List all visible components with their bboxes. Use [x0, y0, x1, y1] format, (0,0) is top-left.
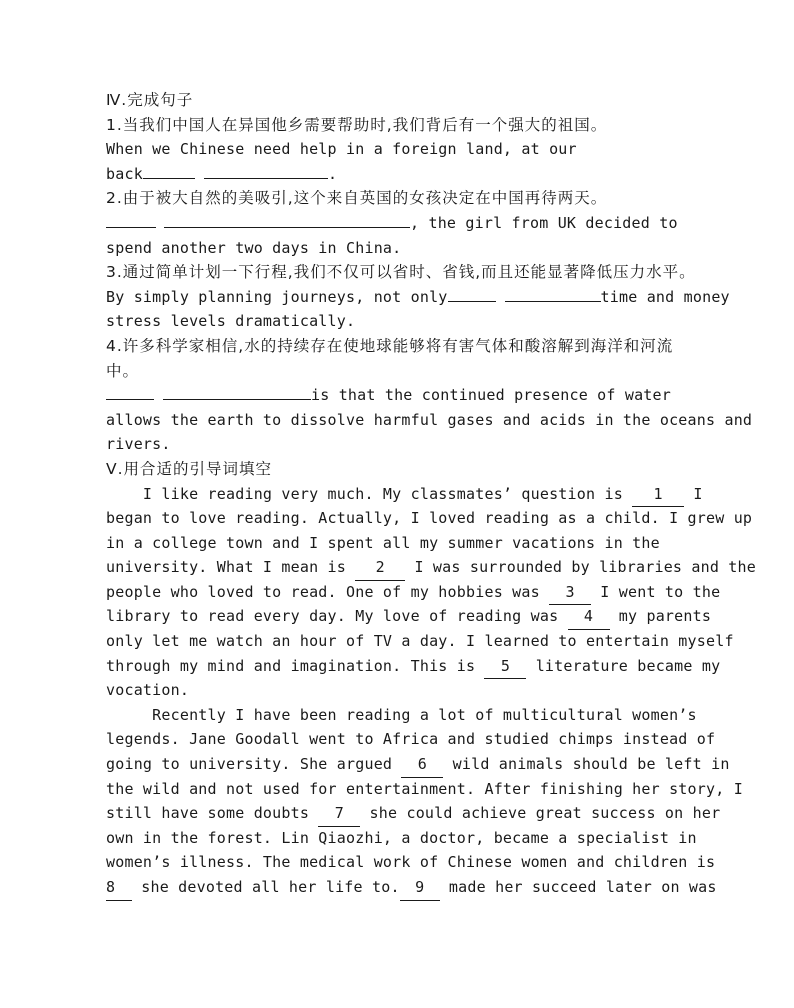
- p1-line1: I like reading very much. My classmates’ question is 1 I: [106, 482, 686, 507]
- p1-line8: through my mind and imagination. This is 5 literature became my: [106, 654, 686, 679]
- p2-line7: women’s illness. The medical work of Chinese women and children is: [106, 853, 716, 872]
- q3-english-line1: By simply planning journeys, not only time and money: [106, 287, 730, 306]
- p2-line2: legends. Jane Goodall went to Africa and studied chimps instead of: [106, 730, 716, 749]
- q1-chinese: 1.当我们中国人在异国他乡需要帮助时,我们背后有一个强大的祖国。: [106, 115, 608, 134]
- p1-line7: only let me watch an hour of TV a day. I learned to entertain myself: [106, 632, 734, 651]
- p2-line1: Recently I have been reading a lot of multicultural women’s: [106, 705, 697, 724]
- q4-blank-2[interactable]: [163, 384, 311, 400]
- p1-line4: university. What I mean is 2 I was surrounded by libraries and the: [106, 555, 686, 580]
- p2-line6: own in the forest. Lin Qiaozhi, a doctor, became a specialist in: [106, 828, 697, 847]
- blank-6[interactable]: 6: [401, 752, 443, 778]
- p2-line5: still have some doubts 7 she could achieve great success on her: [106, 801, 686, 826]
- blank-7[interactable]: 7: [318, 801, 360, 827]
- q2-blank-2[interactable]: [164, 212, 410, 228]
- blank-4[interactable]: 4: [568, 604, 610, 630]
- p1-line3: in a college town and I spent all my summer vacations in the: [106, 533, 660, 552]
- q4-chinese-line1: 4.许多科学家相信,水的持续存在使地球能够将有害气体和酸溶解到海洋和河流: [106, 336, 674, 355]
- q3-english-line2: stress levels dramatically.: [106, 312, 356, 331]
- p1-line5: people who loved to read. One of my hobbies was 3 I went to the: [106, 580, 686, 605]
- blank-1[interactable]: 1: [632, 482, 684, 508]
- blank-9[interactable]: 9: [400, 875, 440, 901]
- p1-line6: library to read every day. My love of reading was 4 my parents: [106, 604, 686, 629]
- section-4-heading: Ⅳ.完成句子: [106, 91, 194, 109]
- q2-english-line1: , the girl from UK decided to: [106, 211, 686, 236]
- p1-line9: vocation.: [106, 681, 190, 700]
- q2-blank-1[interactable]: [106, 212, 156, 228]
- q2-english-line2: spend another two days in China.: [106, 238, 402, 257]
- p2-line3: going to university. She argued 6 wild animals should be left in: [106, 752, 686, 777]
- q4-blank-1[interactable]: [106, 384, 154, 400]
- p1-line2: began to love reading. Actually, I loved reading as a child. I grew up: [106, 509, 753, 528]
- p2-line4: the wild and not used for entertainment. After finishing her story, I: [106, 779, 743, 798]
- q1-blank-2[interactable]: [204, 163, 328, 179]
- q1-english-line1: When we Chinese need help in a foreign land, at our: [106, 140, 577, 159]
- blank-8[interactable]: 8: [106, 875, 132, 901]
- blank-3[interactable]: 3: [549, 580, 591, 606]
- q3-blank-1[interactable]: [448, 286, 496, 302]
- q4-english-line2: allows the earth to dissolve harmful gases and acids in the oceans and: [106, 410, 753, 429]
- q4-chinese-line2: 中。: [106, 361, 140, 380]
- q1-english-line2: back .: [106, 164, 338, 183]
- worksheet: [106, 88, 757, 900]
- q4-english-line1: is that the continued presence of water: [106, 383, 686, 408]
- q4-english-line3: rivers.: [106, 435, 171, 454]
- blank-5[interactable]: 5: [484, 654, 526, 680]
- section-5-heading: Ⅴ.用合适的引导词填空: [106, 459, 273, 478]
- q1-blank-1[interactable]: [143, 163, 195, 179]
- q3-blank-2[interactable]: [505, 286, 601, 302]
- blank-2[interactable]: 2: [355, 555, 405, 581]
- q2-chinese: 2.由于被大自然的美吸引,这个来自英国的女孩决定在中国再待两天。: [106, 189, 608, 208]
- q3-chinese: 3.通过简单计划一下行程,我们不仅可以省时、省钱,而且还能显著降低压力水平。: [106, 263, 696, 282]
- p2-line8: 8 she devoted all her life to. 9 made her succeed later on was: [106, 875, 686, 900]
